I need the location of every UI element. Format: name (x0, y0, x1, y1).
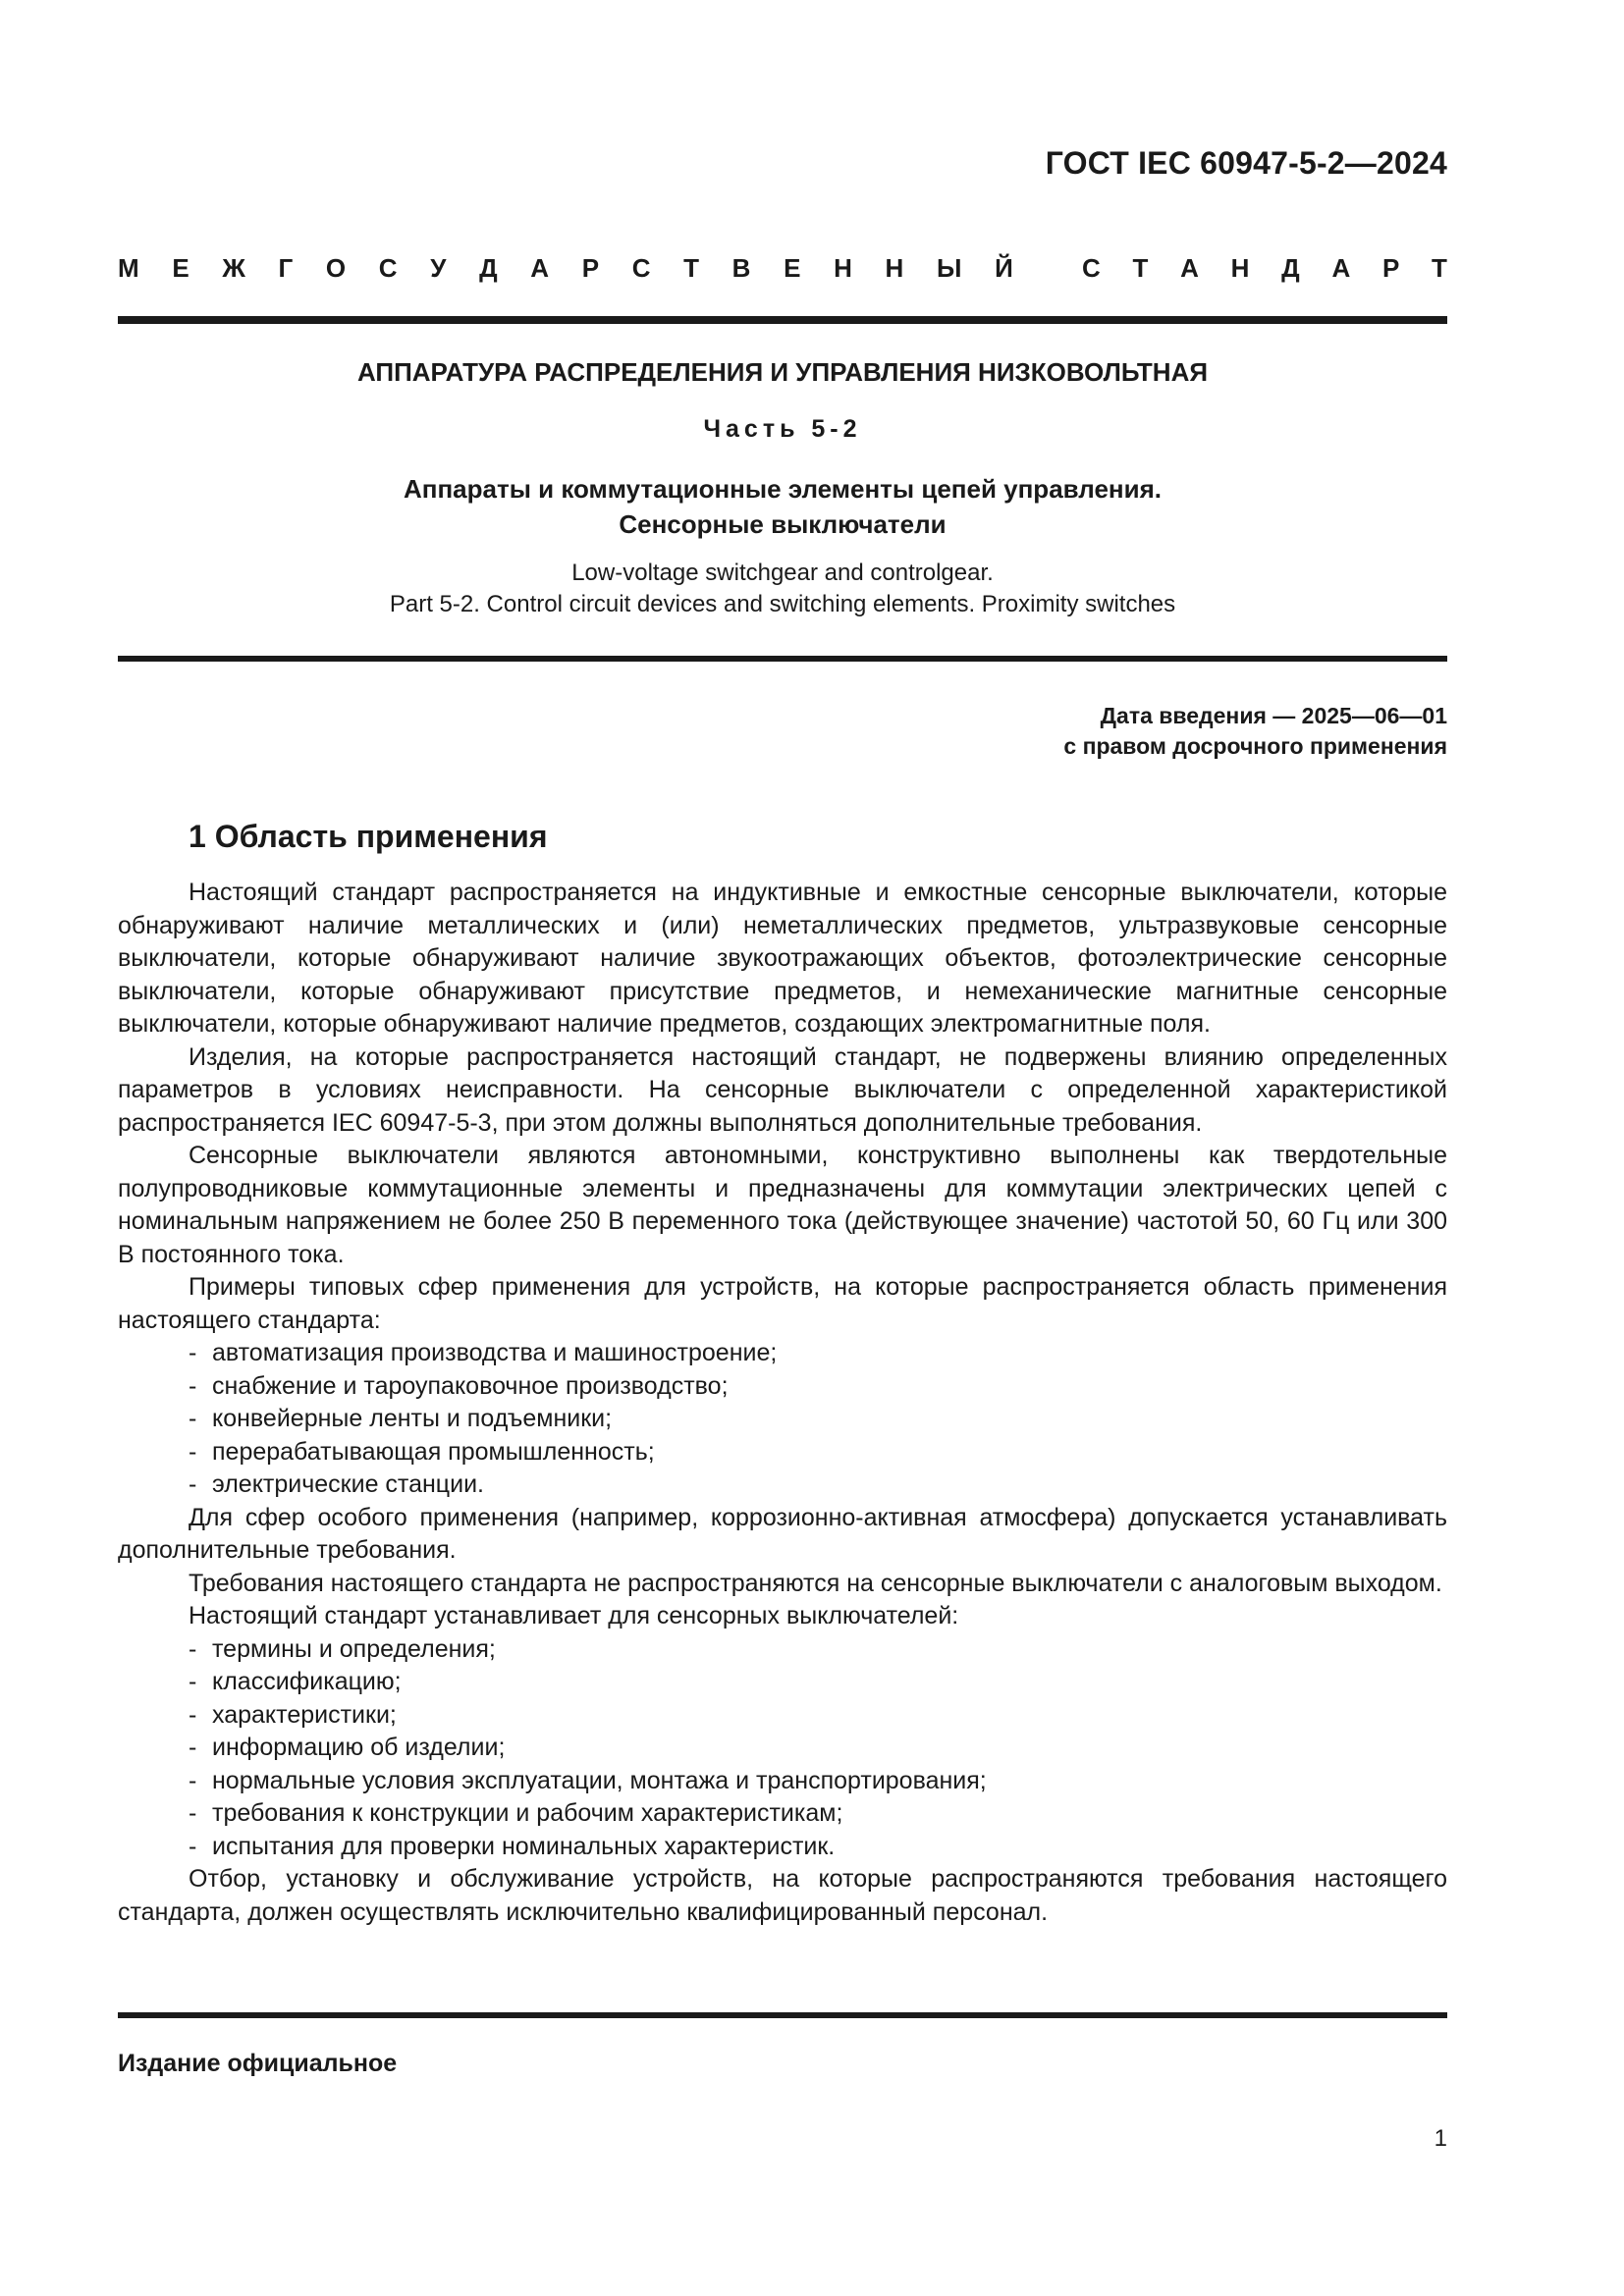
section-heading: 1 Область применения (189, 819, 548, 854)
introduction-date: Дата введения — 2025—06—01 с правом досрочного применения (1063, 703, 1447, 759)
paragraph: Примеры типовых сфер применения для устройств, на которые распространяется область применения настоящего стандарта: (118, 1273, 1447, 1334)
part-number: Часть 5-2 (703, 415, 862, 443)
standard-type-heading (118, 253, 1447, 284)
document-subtitle: Аппараты и коммутационные элементы цепей управления. Сенсорные выключатели (403, 474, 1163, 539)
list-item: - требования к конструкции и рабочим характеристикам; (189, 1799, 843, 1827)
official-edition-label: Издание официальное (118, 2050, 398, 2077)
list-item: - классификацию; (189, 1668, 402, 1695)
list-item: - снабжение и тароупаковочное производство; (189, 1371, 729, 1400)
paragraph: Изделия, на которые распространяется настоящий стандарт, не подвержены влиянию определенных параметров в условиях неисправности. На сенсорные выключатели с определенной характеристикой распространяется IEC 60947-5-3, при этом должны выполняться дополнительные требования. (118, 1042, 1447, 1137)
footer-divider (118, 2012, 1447, 2018)
paragraph: Настоящий стандарт распространяется на индуктивные и емкостные сенсорные выключатели, которые обнаруживают наличие металлических и (или) неметаллических предметов, ультразвуковые сенсорные выключатели, которые обнаруживают наличие звукоотражающих объектов, фотоэлектрические сенсорные выключатели, которые обнаруживают присутствие предметов, и немеханические магнитные сенсорные выключатели, которые обнаруживают наличие предметов, создающих электромагнитные поля. (118, 879, 1447, 1038)
document-code: ГОСТ IEC 60947-5-2—2024 (1045, 145, 1447, 181)
list-item: - нормальные условия эксплуатации, монтажа и транспортирования; (189, 1766, 987, 1794)
page-number: 1 (1434, 2125, 1447, 2152)
scope-list (118, 1633, 1447, 1864)
section-body (118, 877, 1447, 1929)
paragraph: Требования настоящего стандарта не распространяются на сенсорные выключатели с аналоговым выходом. (189, 1569, 1442, 1597)
list-item: - конвейерные ленты и подъемники; (189, 1405, 613, 1432)
document-title: АППАРАТУРА РАСПРЕДЕЛЕНИЯ И УПРАВЛЕНИЯ НИЗКОВОЛЬТНАЯ (356, 357, 1209, 387)
top-divider (118, 316, 1447, 324)
list-item: - перерабатывающая промышленность; (189, 1437, 655, 1466)
application-list (118, 1337, 1447, 1502)
paragraph: Сенсорные выключатели являются автономными, конструктивно выполнены как твердотельные полупроводниковые коммутационные элементы и предназначены для коммутации электрических цепей с номинальным напряжением не более 250 В переменного тока (действующее значение) частотой 50, 60 Гц или 300 В постоянного тока. (118, 1142, 1447, 1268)
list-item: - характеристики; (189, 1700, 397, 1729)
list-item: - электрические станции. (189, 1470, 484, 1498)
list-item: - испытания для проверки номинальных характеристик. (189, 1832, 836, 1860)
standard-type-word-interstate: М Е Ж Г О С У Д А Р С Т В Е Н Н Ы Й (118, 253, 1013, 283)
title-divider (118, 656, 1447, 662)
english-title: Low-voltage switchgear and controlgear. Part 5-2. Control circuit devices and switching elements. Proximity switches (389, 560, 1176, 617)
list-item: - термины и определения; (189, 1634, 496, 1663)
paragraph: Настоящий стандарт устанавливает для сенсорных выключателей: (189, 1602, 959, 1629)
list-item: - автоматизация производства и машиностроение; (189, 1339, 778, 1366)
standard-type-word-standard: С Т А Н Д А Р Т (1082, 253, 1447, 283)
paragraph: Для сфер особого применения (например, коррозионно-активная атмосфера) допускается устанавливать дополнительные требования. (118, 1503, 1447, 1564)
paragraph: Отбор, установку и обслуживание устройств, на которые распространяются требования настоящего стандарта, должен осуществлять исключительно квалифицированный персонал. (118, 1865, 1447, 1926)
list-item: - информацию об изделии; (189, 1734, 506, 1761)
